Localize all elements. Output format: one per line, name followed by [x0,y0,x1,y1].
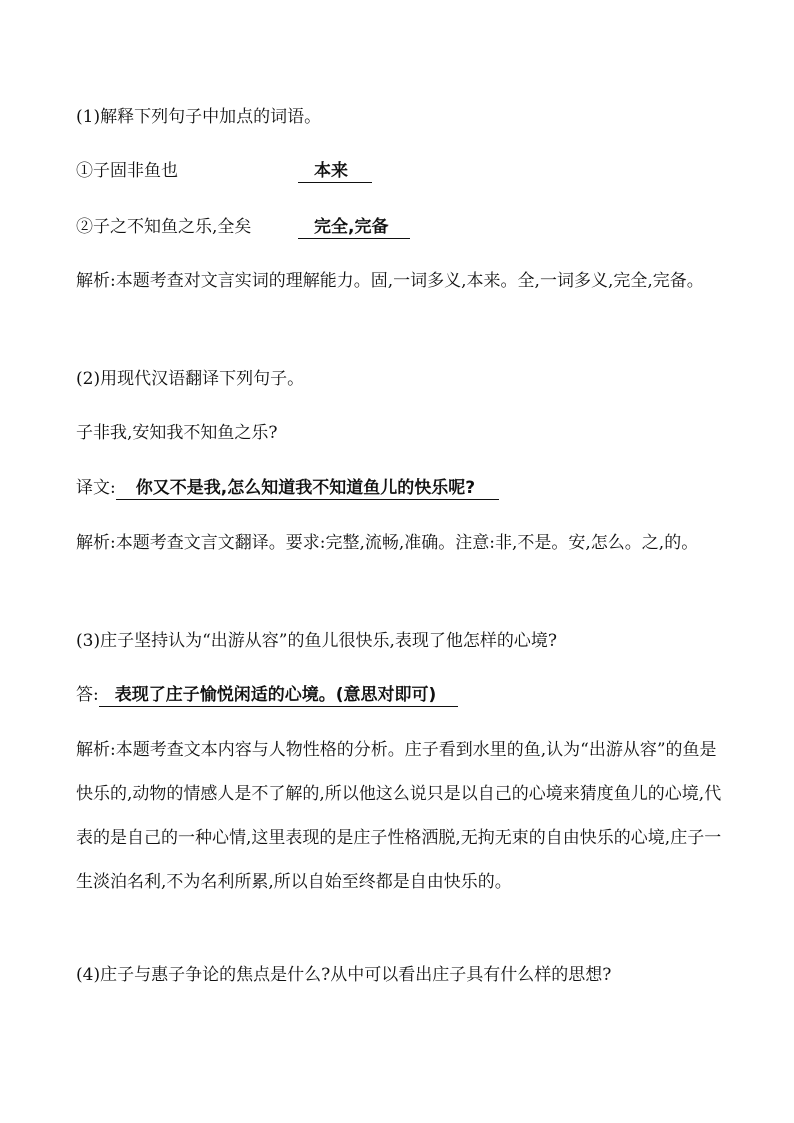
translation-label: 译文: [76,478,116,498]
item-1-text: ①子固非鱼也 [76,161,178,181]
question-1-analysis: 解析:本题考查对文言实词的理解能力。固,一词多义,本来。全,一词多义,完全,完备。 [76,271,704,291]
question-2-analysis: 解析:本题考查文言文翻译。要求:完整,流畅,准确。注意:非,不是。安,怎么。之,的。 [76,533,699,553]
item-2-text: ②子之不知鱼之乐,全矣 [76,217,252,237]
question-1-prompt: (1)解释下列句子中加点的词语。 [76,107,322,127]
question-3-analysis: 解析:本题考查文本内容与人物性格的分析。庄子看到水里的鱼,认为“出游从容”的鱼是快乐的,动物的情感人是不了解的,所以他这么说只是以自己的心境来猜度鱼儿的心境,代表的是自己的一种心情,这里表现的是庄子性格洒脱,无拘无束的自由快乐的心境,庄子一生淡泊名利,不为名利所累,所以自始至终都是自由快乐的。 [76,740,722,892]
question-4-prompt: (4)庄子与惠子争论的焦点是什么?从中可以看出庄子具有什么样的思想? [76,965,612,985]
translation-answer: 你又不是我,怎么知道我不知道鱼儿的快乐呢? [116,478,499,500]
question-2-answer-line [76,477,499,500]
item-1-answer: 本来 [298,161,372,183]
question-3-prompt: (3)庄子坚持认为“出游从容”的鱼儿很快乐,表现了他怎样的心境? [76,631,557,651]
question-3-answer: 表现了庄子愉悦闲适的心境。(意思对即可) [99,685,459,707]
question-3-answer-line [76,684,458,707]
item-2-answer: 完全,完备 [298,217,410,239]
question-1-item-1 [76,160,372,183]
question-1-item-2 [76,216,410,239]
question-2-sentence: 子非我,安知我不知鱼之乐? [76,423,278,443]
question-2-prompt: (2)用现代汉语翻译下列句子。 [76,369,305,389]
answer-label: 答: [76,685,99,705]
document-page [76,0,722,1123]
